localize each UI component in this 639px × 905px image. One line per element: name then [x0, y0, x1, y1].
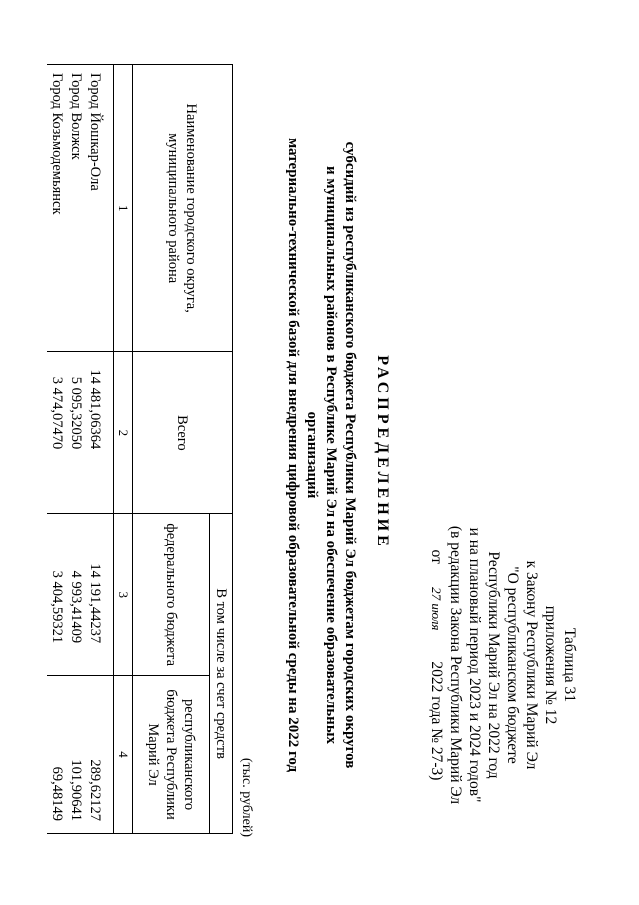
table-row [66, 65, 85, 834]
header-line: "О республиканском бюджете [504, 566, 521, 764]
total-amount: 14 481,06364 [85, 352, 114, 514]
republic-amount: 101,90641 [66, 676, 85, 834]
subtitle-line: материально-технической базой для внедрения цифровой образовательной среды на 2022 год [285, 137, 301, 773]
document-title: РАСПРЕДЕЛЕНИЕ [374, 355, 391, 550]
column-header-federal: федерального бюджета [133, 514, 210, 676]
date-prefix: от [428, 549, 445, 564]
header-line: Республики Марий Эл на 2022 год [485, 551, 502, 779]
table-row [85, 65, 114, 834]
subtitle-line: и муниципальных районов в Республике Марий Эл на обеспечение образовательных организаций [304, 165, 339, 745]
federal-amount: 4 993,41409 [66, 514, 85, 676]
municipality-name: Город Йошкар-Ола [85, 65, 114, 352]
column-header-total: Всего [133, 352, 233, 514]
municipality-name: Город Козьмодемьянск [47, 65, 66, 352]
column-header-group: В том числе за счет средств [210, 514, 233, 834]
total-amount: 3 474,07470 [47, 352, 66, 514]
header-line: Таблица 31 [561, 627, 578, 703]
date-suffix: 2022 года № 27-З) [428, 661, 445, 781]
distribution-table [47, 64, 233, 834]
column-number: 3 [114, 514, 133, 676]
table-row [47, 65, 66, 834]
federal-amount: 3 404,59321 [47, 514, 66, 676]
document-subtitle [283, 130, 359, 780]
column-number: 4 [114, 676, 133, 834]
municipality-name: Город Волжск [66, 65, 85, 352]
subtitle-line: субсидий из республиканского бюджета Республики Марий Эл бюджетам городских округов [342, 141, 358, 769]
appendix-header [427, 480, 579, 850]
column-header-name: Наименование городского округа, муниципального района [133, 65, 233, 352]
federal-amount: 14 191,44237 [85, 514, 114, 676]
header-line: к Закону Республики Марий Эл [523, 560, 540, 770]
total-amount: 5 095,32050 [66, 352, 85, 514]
column-number: 1 [114, 65, 133, 352]
unit-label: (тыс. рублей) [239, 757, 254, 837]
handwritten-date: 27 июля [429, 587, 444, 631]
header-line: и на плановый период 2023 и 2024 годов" [466, 527, 483, 803]
column-number: 2 [114, 352, 133, 514]
header-line: приложения № 12 [542, 605, 559, 725]
republic-amount: 69,48149 [47, 676, 66, 834]
header-line: (в редакции Закона Республики Марий Эл [447, 525, 464, 805]
republic-amount: 289,62127 [85, 676, 114, 834]
amendment-date-line [427, 480, 446, 850]
column-header-republic: республиканского бюджета Республики Марий Эл [133, 676, 210, 834]
